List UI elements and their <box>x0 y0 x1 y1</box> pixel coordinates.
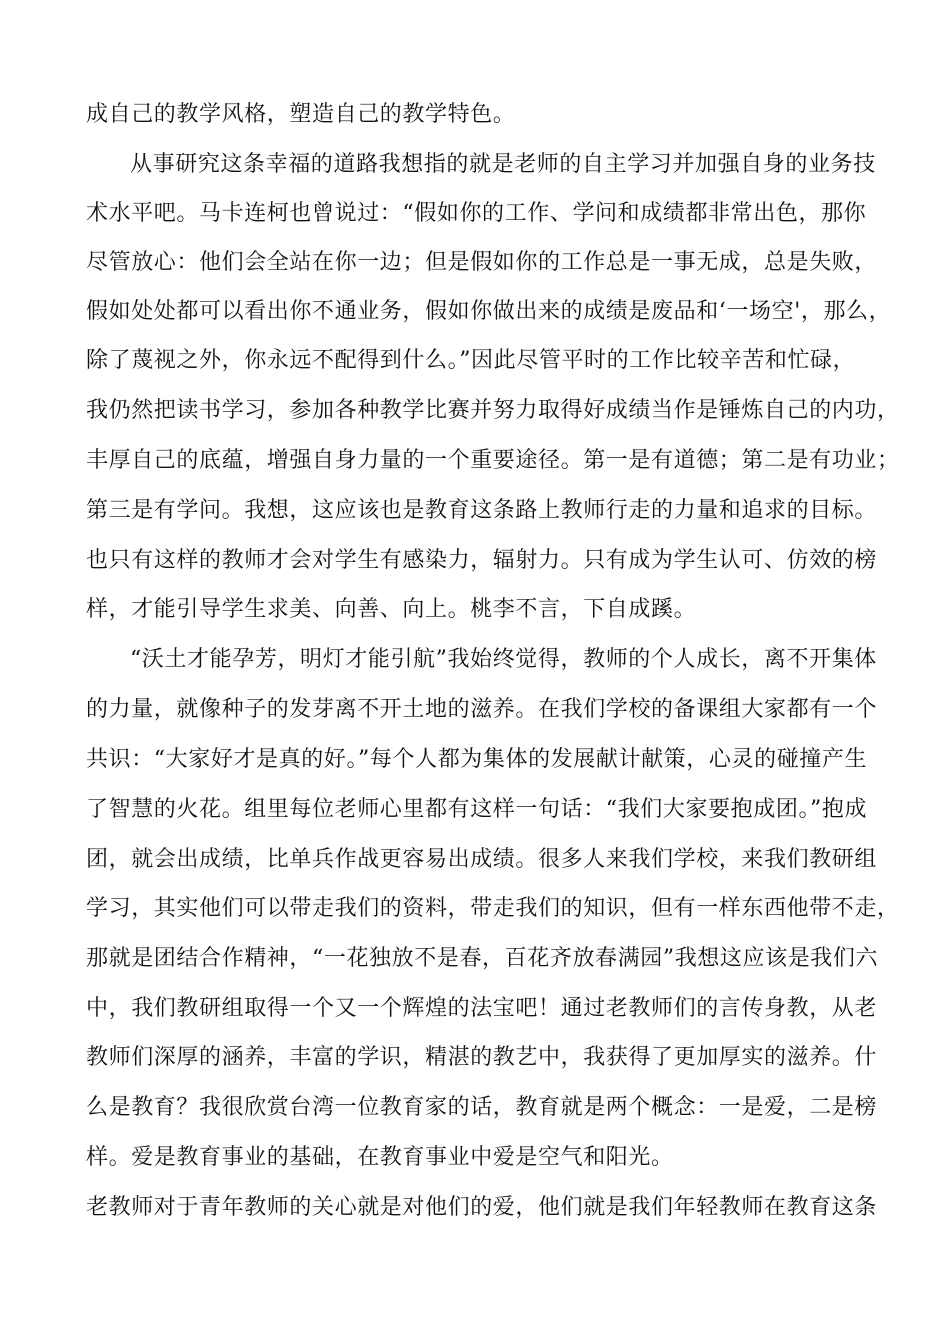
text-line-17: 学习，其实他们可以带走我们的资料，带走我们的知识，但有一样东西他带不走， <box>86 896 900 921</box>
text-line-6: 除了蔑视之外，你永远不配得到什么。”因此尽管平时的工作比较辛苦和忙碌， <box>86 348 856 373</box>
text-line-7: 我仍然把读书学习，参加各种教学比赛并努力取得好成绩当作是锤炼自己的内功， <box>86 398 900 423</box>
text-line-19: 中，我们教研组取得一个又一个辉煌的法宝吧！通过老教师们的言传身教，从老 <box>86 996 878 1021</box>
text-line-16: 团，就会出成绩，比单兵作战更容易出成绩。很多人来我们学校，来我们教研组 <box>86 847 878 872</box>
text-line-9: 第三是有学问。我想，这应该也是教育这条路上教师行走的力量和追求的目标。 <box>86 498 878 523</box>
text-line-12: “沃土才能孕芳，明灯才能引航”我始终觉得，教师的个人成长，离不开集体 <box>130 647 877 672</box>
text-line-10: 也只有这样的教师才会对学生有感染力，辐射力。只有成为学生认可、仿效的榜 <box>86 548 878 573</box>
text-line-15: 了智慧的火花。组里每位老师心里都有这样一句话：“我们大家要抱成团。”抱成 <box>86 797 868 822</box>
text-line-3: 术水平吧。马卡连柯也曾说过：“假如你的工作、学问和成绩都非常出色，那你 <box>86 201 867 226</box>
text-line-23: 老教师对于青年教师的关心就是对他们的爱，他们就是我们年轻教师在教育这条 <box>86 1195 878 1220</box>
text-line-20: 教师们深厚的涵养，丰富的学识，精湛的教艺中，我获得了更加厚实的滋养。什 <box>86 1045 878 1070</box>
text-line-22: 样。爱是教育事业的基础，在教育事业中爱是空气和阳光。 <box>86 1145 674 1170</box>
text-line-4: 尽管放心：他们会全站在你一边；但是假如你的工作总是一事无成，总是失败， <box>86 250 878 275</box>
text-line-5: 假如处处都可以看出你不通业务，假如你做出来的成绩是废品和‘一场空'，那么， <box>86 299 892 324</box>
text-line-18: 那就是团结合作精神，“一花独放不是春，百花齐放春满园”我想这应该是我们六 <box>86 946 879 971</box>
text-line-11: 样，才能引导学生求美、向善、向上。桃李不言，下自成蹊。 <box>86 597 697 622</box>
text-line-13: 的力量，就像种子的发芽离不开土地的滋养。在我们学校的备课组大家都有一个 <box>86 697 878 722</box>
text-line-14: 共识：“大家好才是真的好。”每个人都为集体的发展献计献策，心灵的碰撞产生 <box>86 747 868 772</box>
text-line-1: 成自己的教学风格，塑造自己的教学特色。 <box>86 102 516 127</box>
text-line-21: 么是教育？我很欣赏台湾一位教育家的话，教育就是两个概念：一是爱，二是榜 <box>86 1095 878 1120</box>
text-line-2: 从事研究这条幸福的道路我想指的就是老师的自主学习并加强自身的业务技 <box>130 152 876 177</box>
text-line-8: 丰厚自己的底蕴，增强自身力量的一个重要途径。第一是有道德；第二是有功业； <box>86 448 900 473</box>
